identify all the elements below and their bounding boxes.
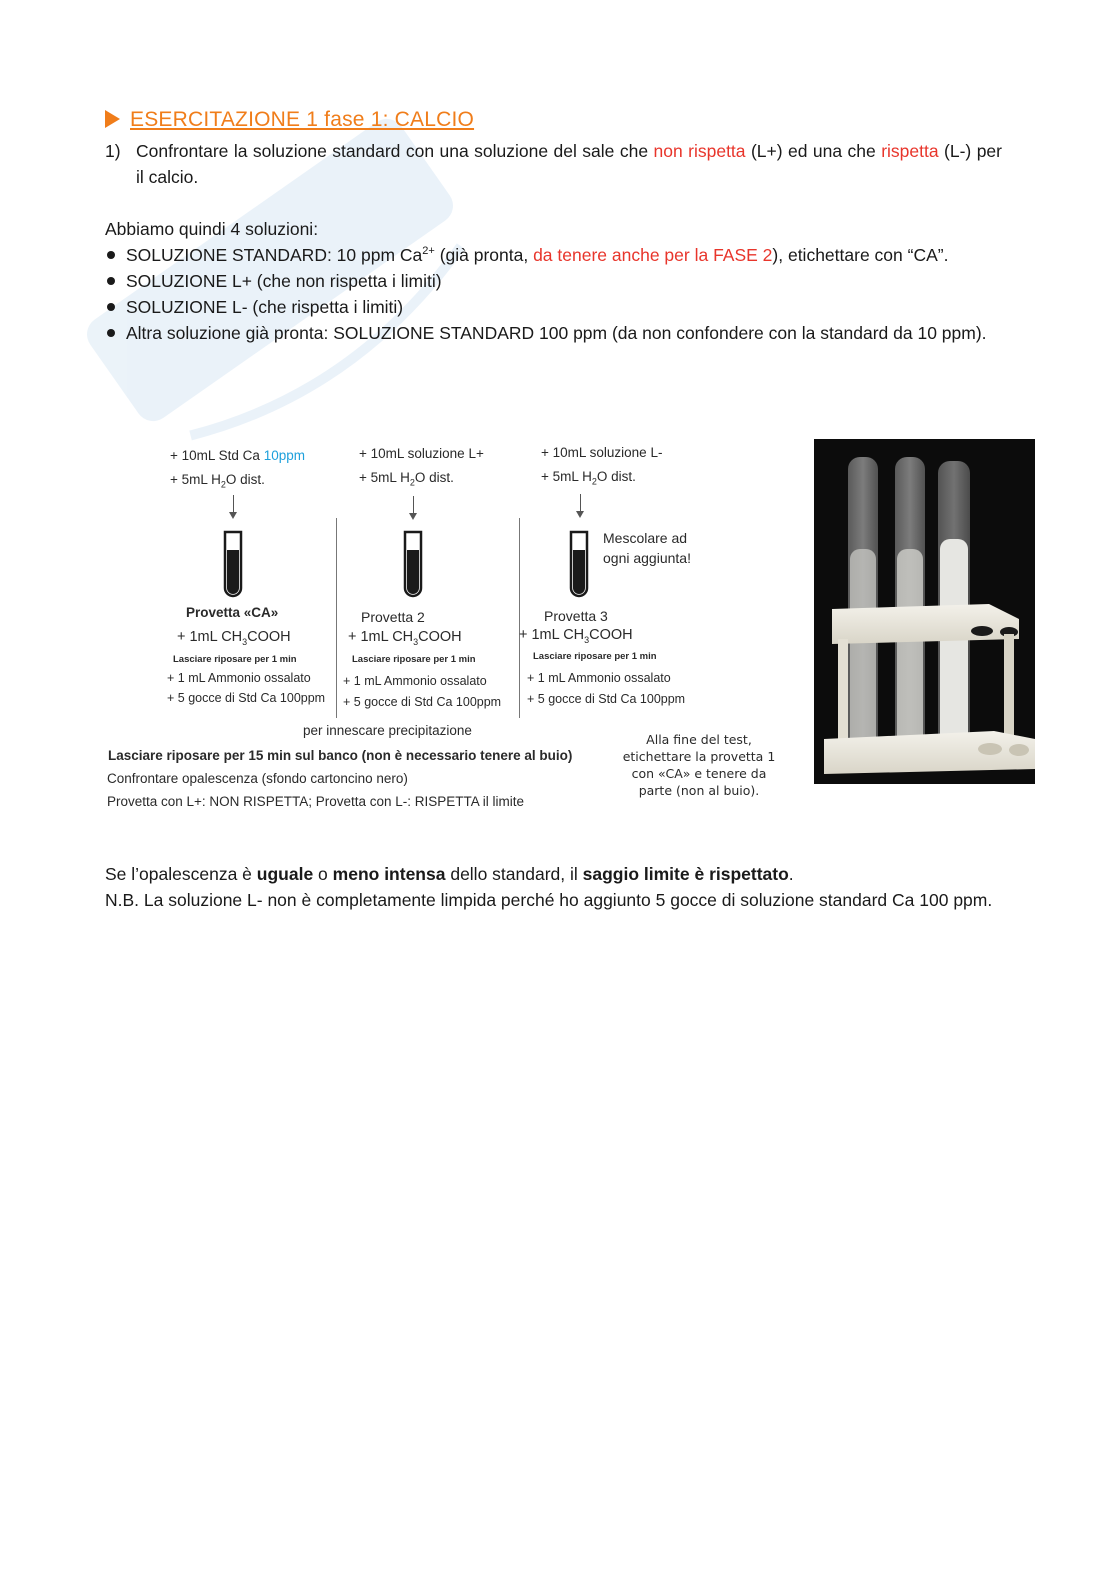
step-1 xyxy=(105,138,1002,190)
conclusion-text: Se l’opalescenza è uguale o meno intensa dello standard, il saggio limite è rispettato. xyxy=(105,864,794,884)
test-tube-icon xyxy=(569,530,589,598)
col2-add-sample: + 10mL soluzione L+ xyxy=(359,446,484,461)
mix-note-line1: Mescolare ad xyxy=(603,530,688,546)
rest-15-min: Lasciare riposare per 15 min sul banco (non è necessario tenere al buio) xyxy=(108,748,573,763)
arrow-down-icon xyxy=(413,496,414,518)
mix-note-line2: ogni aggiunta! xyxy=(603,550,691,566)
col2-oxalate: + 1 mL Ammonio ossalato xyxy=(343,674,487,688)
col1-oxalate: + 1 mL Ammonio ossalato xyxy=(167,671,311,685)
bullet-icon xyxy=(107,277,115,285)
col1-tube-label: Provetta «CA» xyxy=(186,605,279,620)
column-divider xyxy=(336,518,337,718)
precipitation-note: per innescare precipitazione xyxy=(303,723,472,738)
col3-oxalate: + 1 mL Ammonio ossalato xyxy=(527,671,671,685)
test-tube-icon xyxy=(223,530,243,598)
bullet-icon xyxy=(107,329,115,337)
triangle-bullet-icon xyxy=(105,110,120,128)
col3-add-sample: + 10mL soluzione L- xyxy=(541,445,663,460)
col1-rest: Lasciare riposare per 1 min xyxy=(173,654,297,665)
intro-text: Abbiamo quindi 4 soluzioni: xyxy=(105,219,319,239)
col3-add-water: + 5mL $H_2O$ dist. xyxy=(541,469,636,487)
arrow-down-icon xyxy=(233,495,234,517)
arrow-down-icon xyxy=(580,494,581,516)
col1-drops: + 5 gocce di Std Ca 100ppm xyxy=(167,691,326,705)
column-divider xyxy=(519,518,520,718)
col3-acid: + 1mL $CH_3COOH$ xyxy=(519,627,633,645)
list-item: Altra soluzione già pronta: SOLUZIONE STANDARD 100 ppm (da non confondere con la standard da 10 ppm). xyxy=(105,320,1002,346)
compare-opalescence: Confrontare opalescenza (sfondo cartoncino nero) xyxy=(107,771,408,786)
col3-tube-label: Provetta 3 xyxy=(544,608,608,624)
section-title xyxy=(105,108,474,132)
col1-acid: + 1mL $CH_3COOH$ xyxy=(177,629,291,647)
col2-add-water: + 5mL $H_2O$ dist. xyxy=(359,470,454,488)
col3-drops: + 5 gocce di Std Ca 100ppm xyxy=(527,692,686,706)
step-1-text: Confrontare la soluzione standard con una soluzione del sale che non rispetta (L+) ed una che rispetta (L-) per il calcio. xyxy=(136,141,1002,187)
col2-drops: + 5 gocce di Std Ca 100ppm xyxy=(343,695,502,709)
col3-rest: Lasciare riposare per 1 min xyxy=(533,651,657,662)
nb-note: N.B. La soluzione L- non è completamente limpida perché ho aggiunto 5 gocce di soluzione standard Ca 100 ppm. xyxy=(105,890,993,910)
col1-add-std: + 10mL Std Ca 10ppm xyxy=(170,448,305,463)
list-item: SOLUZIONE STANDARD: 10 ppm $Ca^{2+}$ (già pronta, da tenere anche per la FASE 2), etichettare con “CA”. xyxy=(105,242,1002,268)
step-number: 1) xyxy=(105,141,121,161)
test-tube-icon xyxy=(403,530,423,598)
col1-add-water: + 5mL $H_2O$ dist. xyxy=(170,472,265,490)
result-note: Provetta con L+: NON RISPETTA; Provetta con L-: RISPETTA il limite xyxy=(107,794,525,809)
list-item: SOLUZIONE L+ (che non rispetta i limiti) xyxy=(105,268,1002,294)
bullet-icon xyxy=(107,303,115,311)
end-test-note: Alla fine del test, etichettare la provetta 1 con «CA» e tenere da parte (non al buio). xyxy=(622,732,776,798)
test-tubes-photo xyxy=(814,439,1035,784)
col2-rest: Lasciare riposare per 1 min xyxy=(352,654,476,665)
bullet-icon xyxy=(107,251,115,259)
col2-acid: + 1mL $CH_3COOH$ xyxy=(348,629,462,647)
title-text: ESERCITAZIONE 1 fase 1: CALCIO xyxy=(130,108,475,131)
solutions-list xyxy=(105,242,1002,346)
col2-tube-label: Provetta 2 xyxy=(361,609,425,625)
list-item: SOLUZIONE L- (che rispetta i limiti) xyxy=(105,294,1002,320)
